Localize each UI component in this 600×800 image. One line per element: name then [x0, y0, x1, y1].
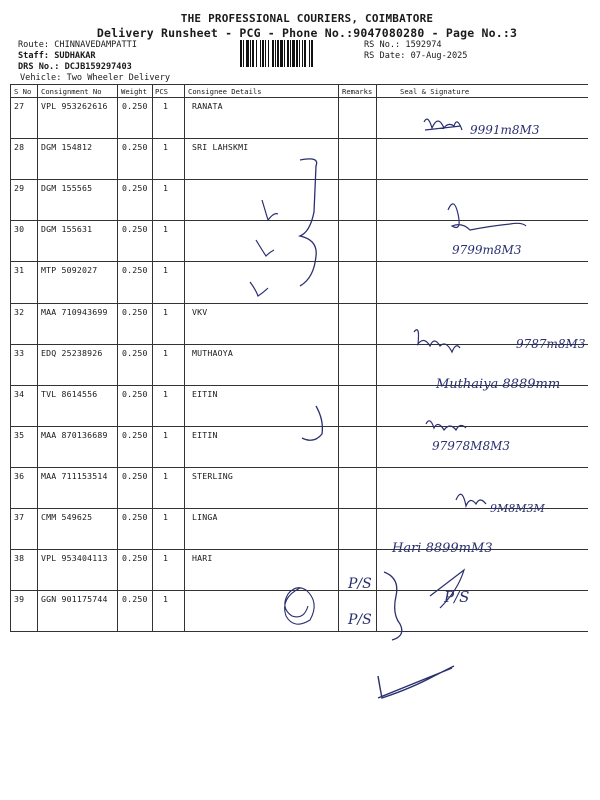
- cell-consignment: EDQ 25238926: [41, 347, 103, 358]
- barcode-bar: [240, 40, 242, 67]
- table-row-border: [10, 344, 588, 345]
- cell-sno: 38: [14, 553, 25, 564]
- barcode-bar: [304, 40, 306, 67]
- cell-weight: 0.250: [122, 142, 148, 153]
- cell-weight: 0.250: [122, 429, 148, 440]
- table-row-border: [10, 508, 588, 509]
- ps-mark-2: P/S: [348, 612, 372, 628]
- cell-consignment: MAA 710943699: [41, 306, 108, 317]
- barcode-bar: [280, 40, 283, 67]
- cell-consignee: STERLING: [192, 470, 234, 481]
- cell-consignee: VKV: [192, 306, 208, 317]
- cell-consignee: SRI LAHSKMI: [192, 142, 249, 153]
- table-row-border: [10, 138, 588, 139]
- cell-sno: 32: [14, 306, 25, 317]
- handwriting-row30: 9799m8M3: [452, 243, 522, 257]
- cell-weight: 0.250: [122, 265, 148, 276]
- cell-sno: 30: [14, 224, 25, 235]
- cell-pcs: 1: [163, 183, 169, 194]
- cell-weight: 0.250: [122, 306, 148, 317]
- cell-pcs: 1: [163, 553, 169, 564]
- barcode-bar: [265, 40, 266, 67]
- table-column-border: [338, 84, 339, 631]
- barcode-bar: [260, 40, 261, 67]
- cell-pcs: 1: [163, 512, 169, 522]
- barcode-bar: [250, 40, 251, 67]
- cell-sno: 34: [14, 388, 25, 399]
- col-header-pcs: PCS: [155, 87, 168, 96]
- cell-consignee: EITIN: [192, 388, 218, 399]
- col-header-consignee: Consignee Details: [188, 87, 262, 96]
- cell-consignment: TVL 8614556: [41, 388, 98, 399]
- route-label: Route: CHINNAVEDAMPATTI: [18, 40, 137, 50]
- cell-consignment: DGM 154812: [41, 142, 93, 153]
- table-column-border: [37, 84, 38, 631]
- cell-consignment: MTP 5092027: [41, 265, 98, 276]
- barcode-bar: [311, 40, 313, 67]
- handwriting-row32: 9787m8M3: [516, 337, 586, 351]
- table-row-border: [10, 631, 588, 632]
- handwriting-row34: 97978M8M3: [432, 439, 511, 453]
- cell-consignment: DGM 155565: [41, 183, 93, 194]
- table-column-border: [117, 84, 118, 631]
- handwriting-row37: 9M8M3M: [490, 502, 545, 515]
- drs-label: DRS No.: DCJB159297403: [18, 62, 132, 72]
- barcode-bar: [287, 40, 289, 67]
- cell-weight: 0.250: [122, 470, 148, 481]
- table-row-border: [10, 220, 588, 221]
- cell-pcs: 1: [163, 470, 169, 481]
- barcode-bar: [246, 40, 249, 67]
- signature-row27: [424, 119, 462, 130]
- cell-pcs: 1: [163, 388, 169, 399]
- cell-weight: 0.250: [122, 101, 148, 111]
- cell-weight: 0.250: [122, 224, 148, 235]
- cell-weight: 0.250: [122, 594, 148, 605]
- signature-row32: [414, 330, 460, 352]
- col-header-consignment: Consignment No: [41, 87, 102, 96]
- vehicle-label: Vehicle: Two Wheeler Delivery: [20, 73, 171, 83]
- col-header-sno: S No: [14, 87, 32, 96]
- barcode-bar: [268, 40, 269, 67]
- barcode-bar: [292, 40, 295, 67]
- company-title: THE PROFESSIONAL COURIERS, COIMBATORE: [180, 12, 434, 25]
- col-header-weight: Weight: [121, 87, 147, 96]
- cell-consignee: MUTHAOYA: [192, 347, 234, 358]
- barcode-bar: [299, 40, 300, 67]
- barcode-bar: [277, 40, 279, 67]
- cell-pcs: 1: [163, 142, 169, 153]
- cell-sno: 27: [14, 101, 25, 111]
- cell-consignment: GGN 901175744: [41, 594, 108, 605]
- barcode-bar: [272, 40, 274, 67]
- barcode-bar: [262, 40, 264, 67]
- ps-mark-3: P/S: [444, 588, 470, 606]
- cell-pcs: 1: [163, 306, 169, 317]
- signature-row37: [456, 494, 486, 506]
- table-header-border: [10, 97, 588, 98]
- cell-pcs: 1: [163, 594, 169, 605]
- rs-number: RS No.: 1592974: [364, 40, 442, 50]
- table-row-border: [10, 467, 588, 468]
- cell-sno: 33: [14, 347, 25, 358]
- cell-consignment: VPL 953404113: [41, 553, 108, 564]
- runsheet-title: Delivery Runsheet - PCG - Phone No.:9047080280 - Page No.:3: [96, 26, 518, 40]
- handwriting-row38: Hari 8899mM3: [392, 541, 493, 556]
- handwriting-row33: Muthaiya 8889mm: [436, 377, 561, 392]
- cell-sno: 35: [14, 429, 25, 440]
- table-row-border: [10, 179, 588, 180]
- bracket-scribble: [384, 572, 402, 640]
- cell-weight: 0.250: [122, 388, 148, 399]
- cell-sno: 28: [14, 142, 25, 153]
- table-row-border: [10, 549, 588, 550]
- barcode-bar: [243, 40, 244, 67]
- barcode-bar: [296, 40, 298, 67]
- table-column-border: [152, 84, 153, 631]
- handwriting-row27: 9991m8M3: [470, 123, 540, 137]
- barcode-bar: [309, 40, 310, 67]
- table-row-border: [10, 303, 588, 304]
- cell-sno: 36: [14, 470, 25, 481]
- cell-consignment: MAA 870136689: [41, 429, 108, 440]
- cell-pcs: 1: [163, 224, 169, 235]
- col-header-remarks: Remarks: [342, 87, 373, 96]
- cell-consignment: MAA 711153514: [41, 470, 108, 481]
- cell-consignee: EITIN: [192, 429, 218, 440]
- slash-scribble: [430, 570, 464, 608]
- cell-consignment: VPL 953262616: [41, 101, 108, 111]
- cell-sno: 29: [14, 183, 25, 194]
- col-header-seal: Seal & Signature: [400, 87, 470, 96]
- loop-scribble: [285, 588, 315, 624]
- cell-weight: 0.250: [122, 183, 148, 194]
- barcode-bar: [252, 40, 254, 67]
- check-mark-2: [302, 406, 322, 440]
- signature-row30: [448, 204, 526, 230]
- table-column-border: [10, 84, 11, 631]
- table-top-border: [10, 84, 588, 85]
- barcode-bar: [284, 40, 285, 67]
- barcode: [240, 40, 358, 67]
- cell-pcs: 1: [163, 265, 169, 276]
- cell-consignment: DGM 155631: [41, 224, 93, 235]
- check-mark-1: [250, 200, 278, 296]
- cell-consignment: CMM 549625: [41, 512, 93, 522]
- cell-sno: 37: [14, 512, 25, 522]
- cell-weight: 0.250: [122, 553, 148, 564]
- table-row-border: [10, 590, 588, 591]
- staff-label: Staff: SUDHAKAR: [18, 51, 96, 61]
- cell-sno: 31: [14, 265, 25, 276]
- cell-pcs: 1: [163, 347, 169, 358]
- barcode-bar: [275, 40, 276, 67]
- cell-weight: 0.250: [122, 347, 148, 358]
- table-row-border: [10, 261, 588, 262]
- barcode-bar: [290, 40, 291, 67]
- rs-date: RS Date: 07-Aug-2025: [364, 51, 468, 61]
- table-row-border: [10, 426, 588, 427]
- cell-consignee: LINGA: [192, 512, 218, 522]
- scribble-rows28-31: [300, 159, 317, 286]
- bottom-pen-stroke: [378, 666, 454, 698]
- cell-pcs: 1: [163, 101, 169, 111]
- cell-weight: 0.250: [122, 512, 148, 522]
- table-row-border: [10, 385, 588, 386]
- table-column-border: [184, 84, 185, 631]
- ps-mark-1: P/S: [348, 576, 372, 592]
- cell-consignee: HARI: [192, 553, 213, 564]
- barcode-bar: [256, 40, 257, 67]
- barcode-bar: [302, 40, 303, 67]
- cell-sno: 39: [14, 594, 25, 605]
- table-column-border: [376, 84, 377, 631]
- cell-pcs: 1: [163, 429, 169, 440]
- cell-consignee: RANATA: [192, 101, 223, 111]
